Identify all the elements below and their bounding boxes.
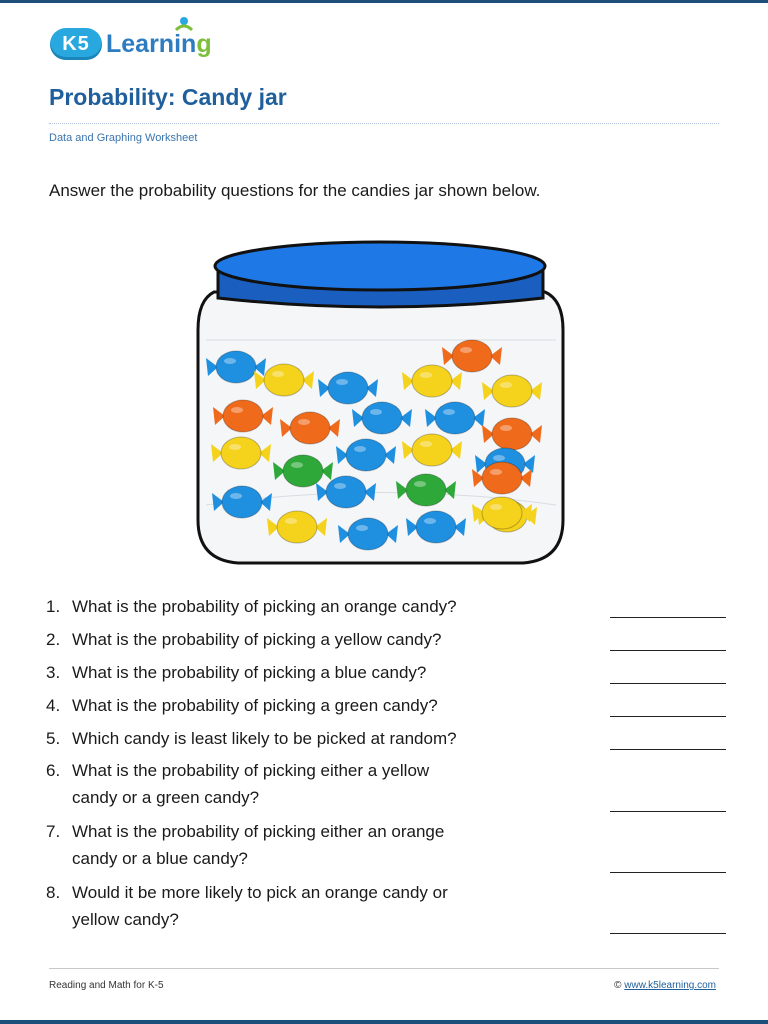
question-text: What is the probability of picking an orange candy?	[72, 597, 457, 616]
question-text: What is the probability of picking either an orange	[72, 822, 445, 841]
answer-blank-1[interactable]	[610, 617, 726, 618]
answer-blank-8[interactable]	[610, 933, 726, 934]
question-text: What is the probability of picking either a yellow	[72, 761, 430, 780]
question-number: 6.	[46, 761, 61, 780]
question-number: 1.	[46, 597, 61, 616]
question-6	[46, 757, 606, 811]
question-text-continued: candy or a green candy?	[72, 788, 260, 807]
answer-blank-2[interactable]	[610, 650, 726, 651]
question-number: 8.	[46, 883, 61, 902]
instructions: Answer the probability questions for the candies jar shown below.	[49, 181, 541, 200]
question-text: What is the probability of picking a blue candy?	[72, 663, 427, 682]
jar-lid	[215, 242, 545, 307]
footer-copyright: © www.k5learning.com	[614, 980, 716, 991]
footer-website-link[interactable]: www.k5learning.com	[624, 980, 716, 991]
question-text-continued: candy or a blue candy?	[72, 849, 248, 868]
question-2	[46, 626, 606, 653]
question-number: 2.	[46, 630, 61, 649]
page-subtitle: Data and Graphing Worksheet	[49, 132, 198, 144]
page-bottom-border	[0, 1020, 768, 1024]
answer-blank-4[interactable]	[610, 716, 726, 717]
question-8	[46, 879, 606, 933]
question-7	[46, 818, 606, 872]
question-1	[46, 593, 606, 620]
footer-divider	[49, 968, 719, 969]
question-number: 3.	[46, 663, 61, 682]
question-text: Would it be more likely to pick an orange candy or	[72, 883, 448, 902]
question-5	[46, 725, 606, 752]
footer-tagline: Reading and Math for K-5	[49, 980, 164, 991]
question-text-continued: yellow candy?	[72, 910, 179, 929]
logo-badge: K5	[50, 28, 102, 60]
question-text: Which candy is least likely to be picked at random?	[72, 729, 457, 748]
question-4	[46, 692, 606, 719]
logo-wordmark: Learning	[106, 29, 212, 58]
question-text: What is the probability of picking a yellow candy?	[72, 630, 442, 649]
answer-blank-6[interactable]	[610, 811, 726, 812]
question-number: 4.	[46, 696, 61, 715]
question-number: 5.	[46, 729, 61, 748]
question-3	[46, 659, 606, 686]
answer-blank-5[interactable]	[610, 749, 726, 750]
answer-blank-7[interactable]	[610, 872, 726, 873]
question-text: What is the probability of picking a green candy?	[72, 696, 438, 715]
answer-blank-3[interactable]	[610, 683, 726, 684]
page-title: Probability: Candy jar	[49, 84, 287, 110]
question-number: 7.	[46, 822, 61, 841]
